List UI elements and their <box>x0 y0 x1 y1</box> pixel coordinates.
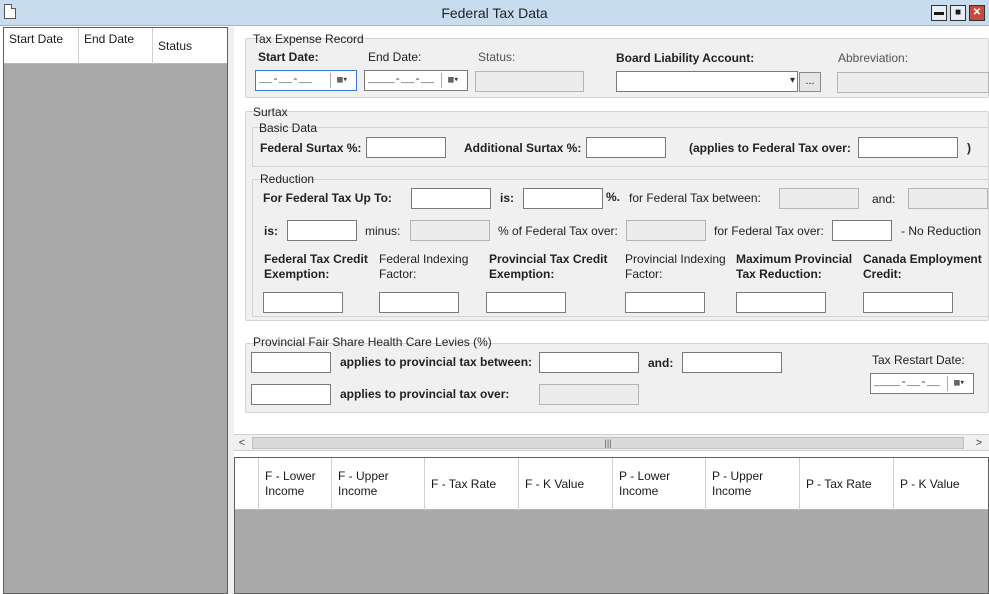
reduction-group-label: Reduction <box>260 172 315 186</box>
column-header-end-date[interactable]: End Date <box>79 28 153 64</box>
levy-over-label: applies to provincial tax over: <box>340 387 510 401</box>
end-date-value: ____-__-__ <box>368 74 435 86</box>
additional-surtax-input[interactable] <box>586 137 666 158</box>
column-header-p-k-value[interactable]: P - K Value <box>900 476 960 491</box>
levy-between-rate-input[interactable] <box>251 352 331 373</box>
scrollbar-grip: ||| <box>604 438 612 448</box>
abbreviation-field <box>837 72 989 93</box>
federal-surtax-label: Federal Surtax %: <box>260 141 362 155</box>
maximize-icon: ■ <box>954 7 962 18</box>
minus-field <box>410 220 490 241</box>
column-header-f-upper-income[interactable]: F - Upper Income <box>332 458 425 510</box>
between-label: for Federal Tax between: <box>629 191 761 205</box>
fed-indexing-input[interactable] <box>379 292 459 313</box>
scroll-right-icon[interactable]: > <box>975 437 983 449</box>
horizontal-scrollbar[interactable] <box>234 434 989 451</box>
is-input[interactable] <box>523 188 603 209</box>
levy-over-field <box>539 384 639 405</box>
board-liability-select[interactable] <box>616 71 798 92</box>
tax-form <box>234 27 989 435</box>
tax-restart-date-value: ____-__-__ <box>874 377 941 389</box>
column-header-start-date[interactable]: Start Date <box>4 28 79 64</box>
close-icon: ✕ <box>972 7 982 18</box>
title-bar <box>0 0 989 26</box>
browse-account-button[interactable]: ... <box>799 72 821 92</box>
levy-over-rate-input[interactable] <box>251 384 331 405</box>
abbreviation-label: Abbreviation: <box>838 51 909 65</box>
up-to-input[interactable] <box>411 188 491 209</box>
tax-brackets-header <box>235 458 988 510</box>
additional-surtax-label: Additional Surtax %: <box>464 141 582 155</box>
scroll-left-icon[interactable]: < <box>238 437 246 449</box>
start-date-value: __-__-__ <box>259 74 312 86</box>
column-header-p-upper-income[interactable]: P - Upper Income <box>706 458 800 510</box>
tax-restart-date-picker[interactable] <box>870 373 974 394</box>
levy-between-label: applies to provincial tax between: <box>340 355 533 369</box>
window-title: Federal Tax Data <box>441 5 548 21</box>
prov-indexing-label: Provincial Indexing Factor: <box>625 252 726 281</box>
calendar-icon[interactable]: ▦▾ <box>441 73 465 88</box>
calendar-icon[interactable]: ▦▾ <box>947 376 971 391</box>
ftc-exemption-input[interactable] <box>263 292 343 313</box>
surtax-group-label: Surtax <box>253 105 288 119</box>
column-header-status[interactable]: Status <box>158 39 193 53</box>
column-header-p-lower-income[interactable]: P - Lower Income <box>613 458 706 510</box>
canada-employment-input[interactable] <box>863 292 953 313</box>
close-button[interactable] <box>969 5 985 21</box>
max-prov-reduction-label: Maximum Provincial Tax Reduction: <box>736 252 853 281</box>
calendar-icon[interactable]: ▦▾ <box>330 73 354 88</box>
max-prov-reduction-input[interactable] <box>736 292 826 313</box>
status-label: Status: <box>478 50 516 64</box>
is2-input[interactable] <box>287 220 357 241</box>
ftc-exemption-label: Federal Tax Credit Exemption: <box>264 252 368 281</box>
pct-over-field <box>626 220 706 241</box>
applies-over-label: (applies to Federal Tax over: <box>689 141 851 155</box>
column-header-f-tax-rate[interactable]: F - Tax Rate <box>425 458 519 510</box>
scrollbar-thumb[interactable] <box>252 437 964 449</box>
levy-between-low-input[interactable] <box>539 352 639 373</box>
chevron-down-icon: ▾ <box>789 75 795 86</box>
over-input[interactable] <box>832 220 892 241</box>
basic-data-group-label: Basic Data <box>259 121 318 135</box>
up-to-label: For Federal Tax Up To: <box>263 191 392 205</box>
minimize-button[interactable] <box>931 5 947 21</box>
minimize-icon: ▬ <box>934 7 944 18</box>
tax-expense-group-label: Tax Expense Record <box>253 32 364 46</box>
federal-surtax-input[interactable] <box>366 137 446 158</box>
board-liability-label: Board Liability Account: <box>616 51 755 65</box>
column-header-f-lower-income[interactable]: F - Lower Income <box>259 458 332 510</box>
date-list-header <box>4 28 227 64</box>
column-header-f-k-value[interactable]: F - K Value <box>519 458 613 510</box>
column-header-p-tax-rate[interactable]: P - Tax Rate <box>800 458 894 510</box>
is2-label: is: <box>264 224 279 238</box>
is-label: is: <box>500 191 515 205</box>
end-date-label: End Date: <box>368 50 422 64</box>
pct-over-label: % of Federal Tax over: <box>498 224 618 238</box>
applies-over-input[interactable] <box>858 137 958 158</box>
fed-indexing-label: Federal Indexing Factor: <box>379 252 469 281</box>
over-label: for Federal Tax over: <box>714 224 824 238</box>
ptc-exemption-input[interactable] <box>486 292 566 313</box>
prov-indexing-input[interactable] <box>625 292 705 313</box>
percent-label: %. <box>606 190 621 204</box>
row-selector-header <box>235 458 259 510</box>
between-high-field <box>908 188 988 209</box>
tax-restart-label: Tax Restart Date: <box>872 353 965 367</box>
between-low-field <box>779 188 859 209</box>
canada-employment-label: Canada Employment Credit: <box>863 252 982 281</box>
levies-group-label: Provincial Fair Share Health Care Levies (%) <box>253 335 492 349</box>
levy-between-high-input[interactable] <box>682 352 782 373</box>
date-list-grid[interactable] <box>3 27 228 594</box>
minus-label: minus: <box>365 224 401 238</box>
end-date-picker[interactable] <box>364 70 468 91</box>
levy-and-label: and: <box>648 356 674 370</box>
no-reduction-label: - No Reduction <box>901 224 982 238</box>
and-label: and: <box>872 192 896 206</box>
start-date-picker[interactable] <box>255 70 357 91</box>
maximize-button[interactable] <box>950 5 966 21</box>
start-date-label: Start Date: <box>258 50 319 64</box>
close-paren-label: ) <box>967 141 971 155</box>
ptc-exemption-label: Provincial Tax Credit Exemption: <box>489 252 608 281</box>
tax-brackets-grid[interactable] <box>234 457 989 594</box>
status-field <box>475 71 584 92</box>
